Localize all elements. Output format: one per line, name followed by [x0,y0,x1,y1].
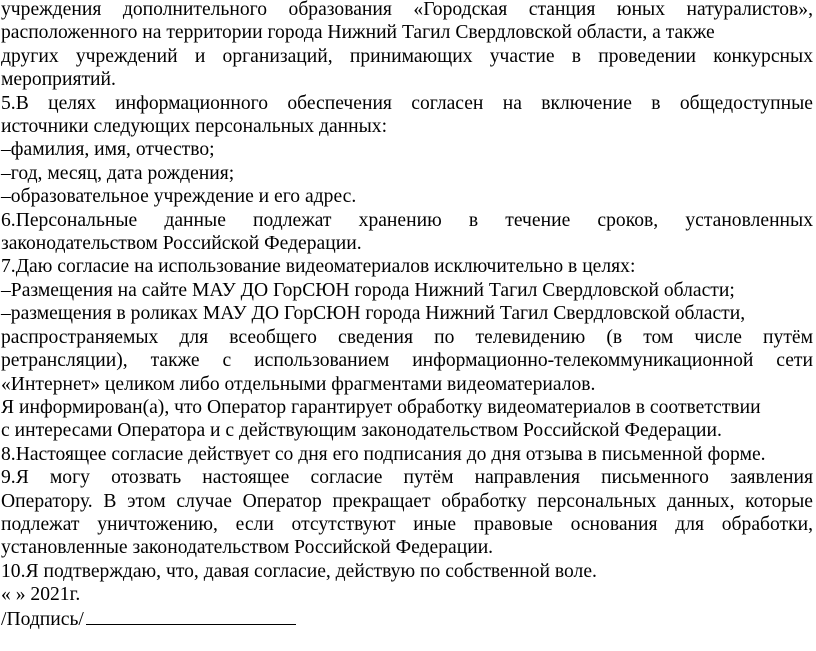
text-line: законодательством Российской Федерации. [1,233,362,255]
text-line: Оператору. В этом случае Оператор прекращает обработку персональных данных, которые [1,490,813,512]
text-line: –фамилия, имя, отчество; [1,139,215,161]
text-line: 5.В целях информационного обеспечения согласен на включение в общедоступные [1,92,813,114]
text-line: Я информирован(а), что Оператор гарантирует обработку видеоматериалов в соответствии [1,396,761,418]
text-line: «Интернет» целиком либо отдельными фрагментами видеоматериалов. [1,373,596,395]
text-line: мероприятий. [1,69,116,91]
text-line: –год, месяц, дата рождения; [1,162,235,184]
text-line: ретрансляции), также с использованием информационно-телекоммуникационной сети [1,350,813,372]
text-line: других учреждений и организаций, принимающих участие в проведении конкурсных [1,45,813,67]
text-line: « » 2021г. [1,584,81,606]
signature-blank [86,607,296,625]
signature-label: /Подпись/ [1,608,84,630]
text-line: 8.Настоящее согласие действует со дня его подписания до дня отзыва в письменной форме. [1,443,766,465]
text-line: 9.Я могу отозвать настоящее согласие путём направления письменного заявления [1,467,813,489]
text-line: распространяемых для всеобщего сведения по телевидению (в том числе путём [1,326,813,348]
document-body [1,0,813,607]
text-line: –размещения в роликах МАУ ДО ГорСЮН города Нижний Тагил Свердловской области, [1,303,746,325]
text-line: –Размещения на сайте МАУ ДО ГорСЮН города Нижний Тагил Свердловской области; [1,279,735,301]
signature-line [1,607,813,631]
text-line: учреждения дополнительного образования «Городская станция юных натуралистов», [1,0,813,20]
text-line: 7.Даю согласие на использование видеоматериалов исключительно в целях: [1,256,636,278]
text-line: расположенного на территории города Нижний Тагил Свердловской области, а также [1,22,715,44]
text-line: 6.Персональные данные подлежат хранению в течение сроков, установленных [1,209,813,231]
text-line: 10.Я подтверждаю, что, давая согласие, действую по собственной воле. [1,560,597,582]
text-line: источники следующих персональных данных: [1,116,388,138]
text-line: подлежат уничтожению, если отсутствуют иные правовые основания для обработки, [1,513,813,535]
text-line: –образовательное учреждение и его адрес. [1,186,357,208]
text-line: установленные законодательством Российской Федерации. [1,537,494,559]
text-line: с интересами Оператора и с действующим законодательством Российской Федерации. [1,420,722,442]
